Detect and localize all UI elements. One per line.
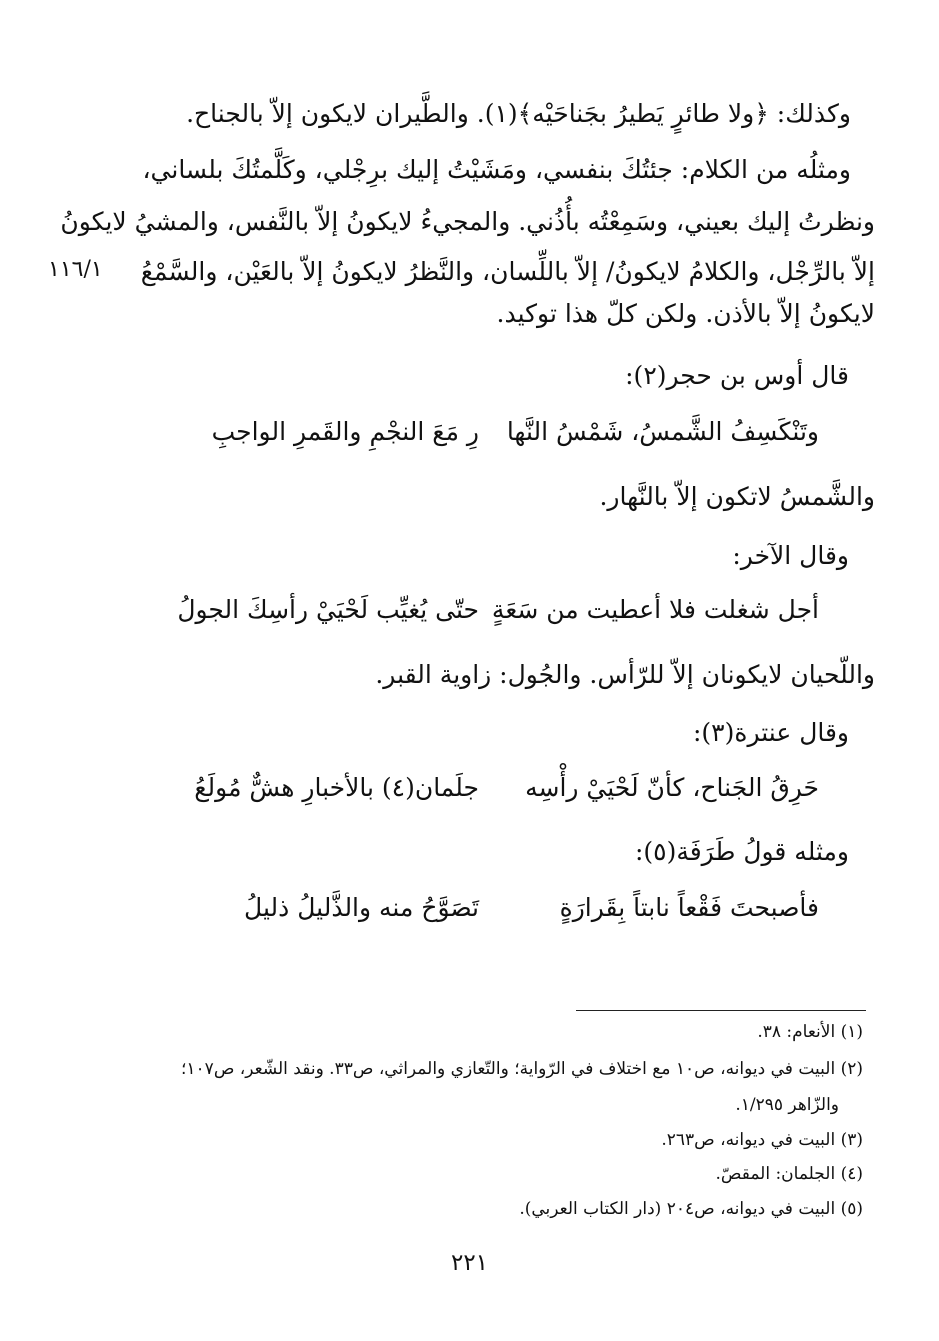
quote-1-hemistich-left: رِ مَعَ النجْمِ والقَمرِ الواجبِ	[211, 417, 479, 446]
quote-2-hemistich-right: أجل شغلت فلا أعطيت من سَعَةٍ	[491, 595, 819, 624]
footnote-1: (١) الأنعام: ٣٨.	[757, 1022, 863, 1042]
paragraph-1: وكذلك: ﴿ولا طائرٍ يَطيرُ بجَناحَيْه﴾(١). والطَّيران لايكون إلاّ بالجناح.	[186, 99, 851, 128]
footnote-5: (٥) البيت في ديوانه، ص٢٠٤ (دار الكتاب العربي).	[519, 1199, 863, 1219]
quote-3-hemistich-right: حَرِقُ الجَناح، كأنّ لَحْيَيْ رأْسِه	[525, 773, 819, 802]
footnote-4: (٤) الجلمان: المقصّ.	[715, 1164, 863, 1184]
paragraph-2-line-4: لايكونُ إلاّ بالأذن. ولكن كلّ هذا توكيد.	[496, 299, 875, 328]
quote-1-hemistich-right: وتَنْكَسِفُ الشَّمسُ، شَمْسُ النَّها	[506, 417, 819, 446]
paragraph-2-line-3: إلاّ بالرِّجْل، والكلامُ لايكونُ/ إلاّ باللِّسان، والنَّظرُ لايكونُ إلاّ بالعَيْن، والسَّمْعُ	[140, 257, 875, 286]
quote-4-hemistich-right: فأصبحتَ فَقْعاً نابتاً بِقَرارَةٍ	[559, 893, 819, 922]
quote-2-comment: واللّحيان لايكونان إلاّ للرّأس. والجُول: زاوية القبر.	[375, 660, 875, 689]
quote-1-comment: والشَّمسُ لاتكون إلاّ بالنَّهار.	[599, 482, 875, 511]
margin-reference: ١١٦/١	[48, 257, 103, 282]
quote-4-intro: ومثله قولُ طَرَفَة(٥):	[634, 837, 849, 866]
quote-4-hemistich-left: تَصَوَّحُ منه والذَّليلُ ذليلُ	[244, 893, 479, 922]
footnote-2-line-1: (٢) البيت في ديوانه، ص١٠ مع اختلاف في الرّواية؛ والتّعازي والمراثي، ص٣٣. ونقد الشّعر، ص١٠٧؛	[181, 1059, 863, 1079]
quote-2-intro: وقال الآخر:	[732, 541, 849, 570]
footnote-separator	[576, 1010, 866, 1011]
footnote-3: (٣) البيت في ديوانه، ص٢٦٣.	[661, 1130, 863, 1150]
quote-1-intro: قال أوس بن حجر(٢):	[625, 361, 849, 390]
paragraph-2-line-1: ومثلُه من الكلام: جئتُكَ بنفسي، ومَشَيْتُ إليك برِجْلي، وكَلَّمتُكَ بلساني،	[142, 155, 851, 184]
paragraph-2-line-2: ونظرتُ إليك بعيني، وسَمِعْتُه بأُذُني. والمجيءُ لايكونُ إلاّ بالنَّفس، والمشيُ لايكونُ	[60, 207, 875, 236]
footnote-2-line-2: والزّاهر ١/٢٩٥.	[735, 1095, 839, 1115]
page-number: ٢٢١	[450, 1250, 489, 1276]
quote-3-hemistich-left: جلَمان(٤) بالأخبارِ هشٌّ مُولَعُ	[194, 773, 479, 802]
quote-2-hemistich-left: حتّى يُغيِّب لَحْيَيْ رأسِكَ الجولُ	[177, 595, 479, 624]
quote-3-intro: وقال عنترة(٣):	[692, 718, 849, 747]
